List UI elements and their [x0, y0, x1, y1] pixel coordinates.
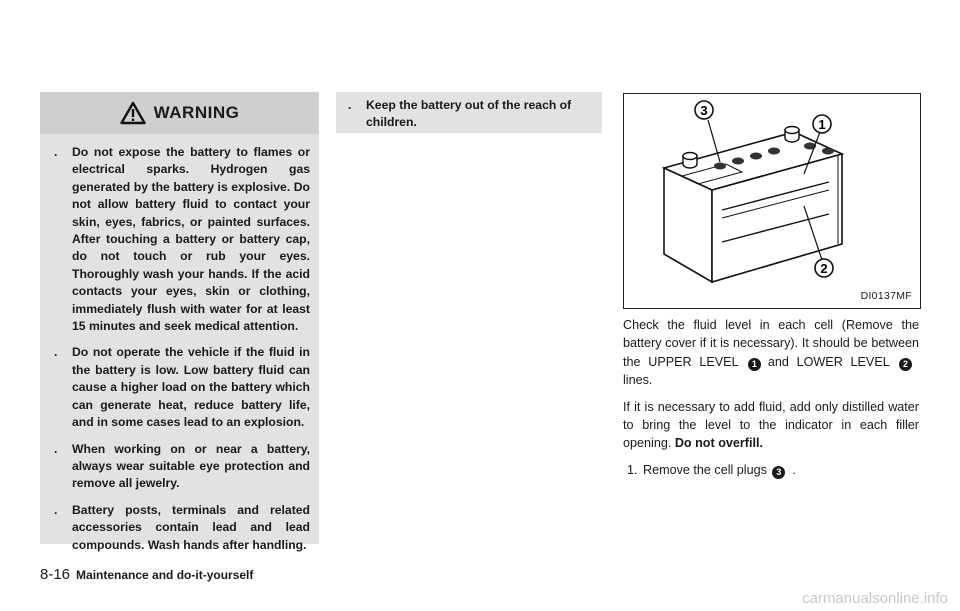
- battery-illustration: [623, 93, 921, 309]
- callout-3-marker: 3: [772, 466, 785, 479]
- section-title: Maintenance and do-it-yourself: [76, 568, 254, 582]
- warning-header: [40, 92, 319, 134]
- battery-drawing: [624, 94, 920, 308]
- body-text: [623, 316, 919, 479]
- warning-item: . Do not operate the vehicle if the fluid in the battery is low. Low battery fluid can cause a higher load on the battery which can generate heat, reduce battery life, and in some cases lead to an explosion.: [54, 345, 310, 430]
- step-1: 1. Remove the cell plugs 3 .: [623, 461, 919, 479]
- paragraph-fluid-check: Check the fluid level in each cell (Remove the battery cover if it is necessary). It should be between the UPPER LEVEL 1 and LOWER LEVEL 2lines.: [623, 318, 919, 388]
- step-number: 1.: [627, 462, 638, 477]
- warning-box-continued: [336, 92, 602, 133]
- bullet: .: [348, 98, 352, 112]
- warning-item: . Battery posts, terminals and related accessories contain lead and lead compounds. Wash hands after handling.: [54, 502, 310, 552]
- callout-3: 3: [700, 103, 708, 118]
- warning-list-continued: [346, 97, 598, 132]
- figure-code: DI0137MF: [860, 290, 912, 302]
- page-footer: [40, 566, 253, 583]
- callout-1-marker: 1: [748, 358, 761, 371]
- warning-item: . Do not expose the battery to flames or electrical sparks. Hydrogen gas generated by the battery is explosive. Do not allow battery fluid to contact your skin, eyes, fabrics, or painted surfaces. After touching a battery or battery cap, do not touch or rub your eyes. Thoroughly wash your hands. If the acid contacts your eyes, skin or clothing, immediately flush with water for at least 15 minutes and seek medical attention.: [54, 145, 310, 334]
- bullet: .: [54, 502, 58, 517]
- warning-list: [52, 144, 310, 563]
- callout-2-marker: 2: [899, 358, 912, 371]
- callout-2: 2: [820, 261, 828, 276]
- page-number: 8-16: [40, 566, 71, 583]
- bullet: .: [54, 145, 58, 159]
- warning-item: . Keep the battery out of the reach of children.: [348, 98, 572, 130]
- overfill-warning: Do not overfill.: [674, 436, 763, 451]
- warning-box: [40, 92, 319, 552]
- warning-title: WARNING: [153, 103, 240, 122]
- watermark: carmanualsonline.info: [802, 590, 948, 607]
- bullet: .: [54, 441, 58, 456]
- bullet: .: [54, 345, 58, 360]
- warning-triangle-icon: [120, 101, 146, 125]
- warning-item: . When working on or near a battery, always wear suitable eye protection and remove all jewelry.: [54, 441, 310, 491]
- paragraph-add-fluid: If it is necessary to add fluid, add only distilled water to bring the level to the indicator in each filler opening. Do not overfill.: [623, 399, 919, 451]
- callout-1: 1: [818, 117, 826, 132]
